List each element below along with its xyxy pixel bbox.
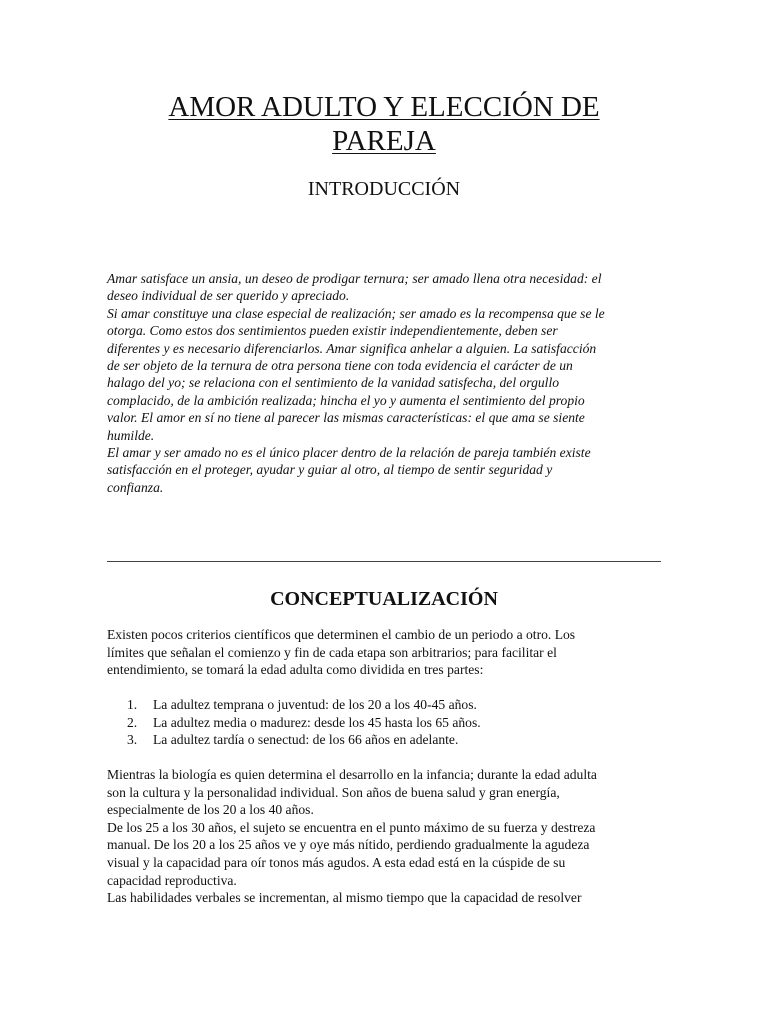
text-line: especialmente de los 20 a los 40 años. xyxy=(107,802,314,818)
text-line: Las habilidades verbales se incrementan, al mismo tiempo que la capacidad de resolver xyxy=(107,890,582,906)
text-line: humilde. xyxy=(107,427,155,443)
text-line: confianza. xyxy=(107,479,164,495)
text-line: Si amar constituye una clase especial de realización; ser amado es la recompensa que se le xyxy=(107,305,605,321)
list-number: 3. xyxy=(127,732,138,748)
text-line: otorga. Como estos dos sentimientos pueden existir independientemente, deben ser xyxy=(107,323,558,339)
text-line: diferentes y es necesario diferenciarlos. Amar significa anhelar a alguien. La satisfacción xyxy=(107,340,597,356)
document-title xyxy=(84,90,684,158)
text-line: valor. El amor en sí no tiene al parecer las mismas características: el que ama se siente xyxy=(107,410,585,426)
text-line: deseo individual de ser querido y apreciado. xyxy=(107,288,350,304)
text-line: capacidad reproductiva. xyxy=(107,872,237,888)
list-item-text: La adultez temprana o juventud: de los 20 a los 40-45 años. xyxy=(153,697,477,712)
introduction-heading: INTRODUCCIÓN xyxy=(307,178,461,200)
list-number: 2. xyxy=(127,714,138,730)
text-line: límites que señalan el comienzo y fin de cada etapa son arbitrarios; para facilitar el xyxy=(107,644,557,660)
list-item-text: La adultez media o madurez: desde los 45 hasta los 65 años. xyxy=(153,714,481,730)
list-item xyxy=(127,731,481,749)
text-line: son la cultura y la personalidad individual. Son años de buena salud y gran energía, xyxy=(107,784,560,800)
text-line: El amar y ser amado no es el único placer dentro de la relación de pareja también existe xyxy=(107,445,591,461)
list-item xyxy=(127,714,481,732)
title-line: PAREJA xyxy=(332,125,436,157)
text-line: entendimiento, se tomará la edad adulta como dividida en tres partes: xyxy=(107,662,484,678)
conceptualization-paragraph xyxy=(107,626,677,679)
text-line: De los 25 a los 30 años, el sujeto se encuentra en el punto máximo de su fuerza y destreza xyxy=(107,819,596,835)
text-line: halago del yo; se relaciona con el sentimiento de la vanidad satisfecha, del orgullo xyxy=(107,375,560,391)
title-line: AMOR ADULTO Y ELECCIÓN DE xyxy=(168,91,600,123)
text-line: manual. De los 20 a los 25 años ve y oye más nítido, perdiendo gradualmente la agudeza xyxy=(107,837,590,853)
text-line: complacido, de la ambición realizada; hincha el yo y aumenta el sentimiento del propio xyxy=(107,392,585,408)
section-divider xyxy=(107,561,661,562)
text-line: Amar satisface un ansia, un deseo de prodigar ternura; ser amado llena otra necesidad: el xyxy=(107,271,602,286)
list-number: 1. xyxy=(127,697,138,712)
development-paragraph xyxy=(107,766,677,907)
adulthood-stages-list xyxy=(127,696,481,749)
conceptualization-heading: CONCEPTUALIZACIÓN xyxy=(270,588,498,610)
text-line: Existen pocos criterios científicos que determinen el cambio de un periodo a otro. Los xyxy=(107,627,576,642)
text-line: visual y la capacidad para oír tonos más agudos. A esta edad está en la cúspide de su xyxy=(107,854,566,870)
list-item xyxy=(127,696,481,714)
list-item-text: La adultez tardía o senectud: de los 66 años en adelante. xyxy=(153,732,459,748)
text-line: de ser objeto de la ternura de otra persona tiene con toda evidencia el carácter de un xyxy=(107,358,573,374)
introduction-paragraph xyxy=(107,270,677,496)
text-line: Mientras la biología es quien determina el desarrollo en la infancia; durante la edad adulta xyxy=(107,767,597,782)
text-line: satisfacción en el proteger, ayudar y guiar al otro, al tiempo de sentir seguridad y xyxy=(107,462,553,478)
